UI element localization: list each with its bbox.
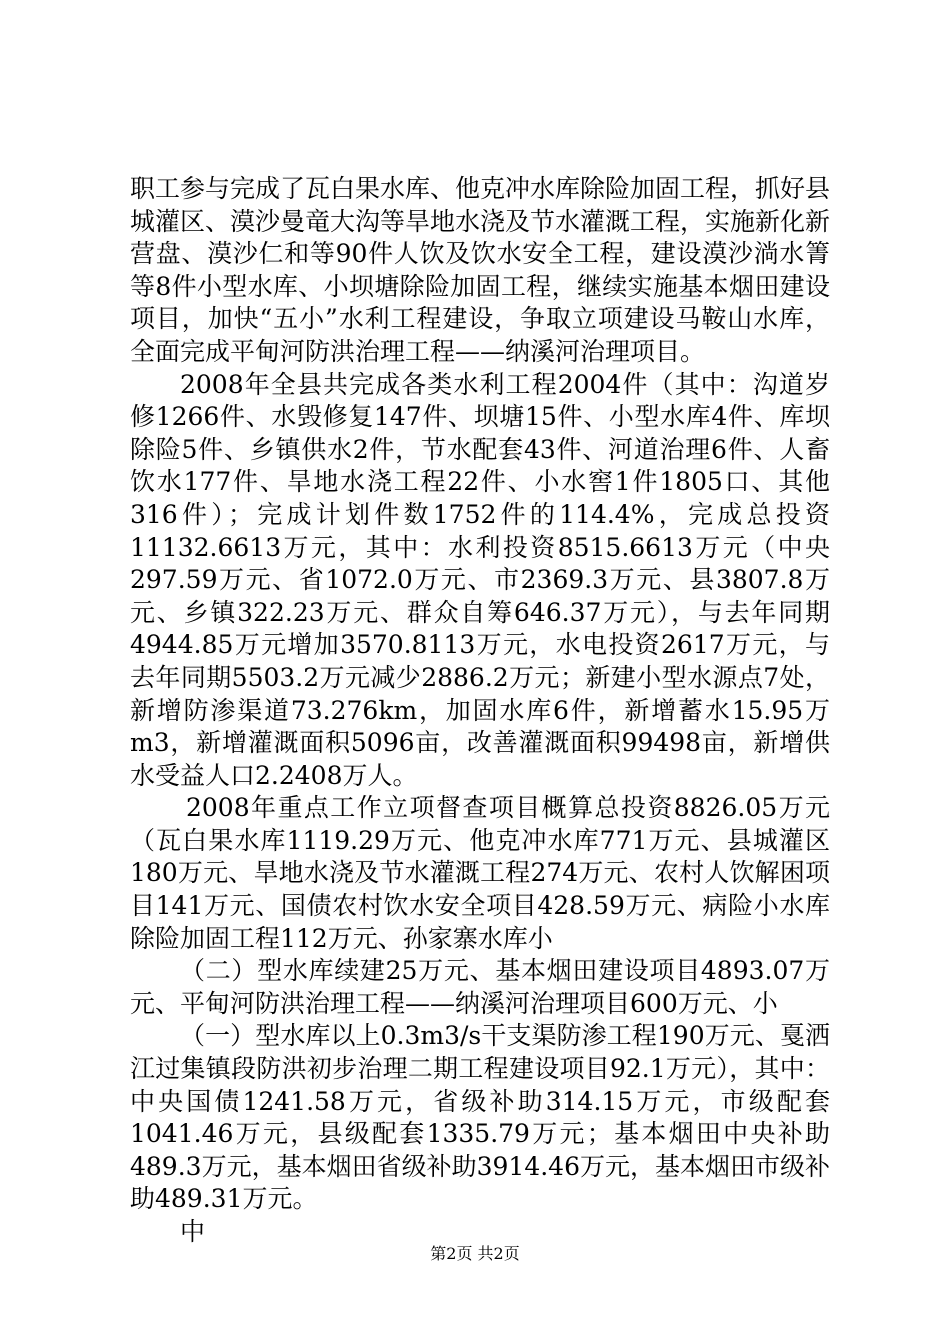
document-body — [130, 173, 830, 1249]
paragraph-2: 2008年全县共完成各类水利工程2004件（其中：沟道岁修1266件、水毁修复147件、坝塘15件、小型水库4件、库坝除险5件、乡镇供水2件，节水配套43件、河道治理6件、人畜饮水177件、旱地水浇工程22件、小水窖1件1805口、其他316件）；完成计划件数1752件的114.4%，完成总投资11132.6613万元，其中：水利投资8515.6613万元（中央297.59万元、省1072.0万元、市2369.3万元、县3807.8万元、乡镇322.23万元、群众自筹646.37万元），与去年同期4944.85万元增加3570.8113万元，水电投资2617万元，与去年同期5503.2万元减少2886.2万元；新建小型水源点7处，新增防渗渠道73.276km，加固水库6件，新增蓄水15.95万m3，新增灌溉面积5096亩，改善灌溉面积99498亩，新增供水受益人口2.2408万人。 — [130, 369, 830, 790]
paragraph-1: 职工参与完成了瓦白果水库、他克冲水库除险加固工程，抓好县城灌区、漠沙曼竜大沟等旱地水浇及节水灌溉工程，实施新化新营盘、漠沙仁和等90件人饮及饮水安全工程，建设漠沙淌水箐等8件小型水库、小坝塘除险加固工程，继续实施基本烟田建设项目，加快“五小”水利工程建设，争取立项建设马鞍山水库，全面完成平甸河防洪治理工程——纳溪河治理项目。 — [130, 174, 831, 366]
page-footer: 第2页 共2页 — [430, 1244, 520, 1263]
paragraph-5: （一）型水库以上0.3m3/s干支渠防渗工程190万元、戛洒江过集镇段防洪初步治理二期工程建设项目92.1万元），其中：中央国债1241.58万元，省级补助314.15万元，市级配套1041.46万元，县级配套1335.79万元；基本烟田中央补助489.3万元，基本烟田省级补助3914.46万元，基本烟田市级补助489.31万元。 — [130, 1021, 830, 1214]
paragraph-4: （二）型水库续建25万元、基本烟田建设项目4893.07万元、平甸河防洪治理工程——纳溪河治理项目600万元、小 — [130, 956, 830, 1018]
paragraph-6: 中 — [180, 1217, 206, 1246]
paragraph-3: 2008年重点工作立项督查项目概算总投资8826.05万元（瓦白果水库1119.29万元、他克冲水库771万元、县城灌区180万元、旱地水浇及节水灌溉工程274万元、农村人饮解困项目141万元、国债农村饮水安全项目428.59万元、病险小水库除险加固工程112万元、孙家寨水库小 — [130, 793, 830, 953]
